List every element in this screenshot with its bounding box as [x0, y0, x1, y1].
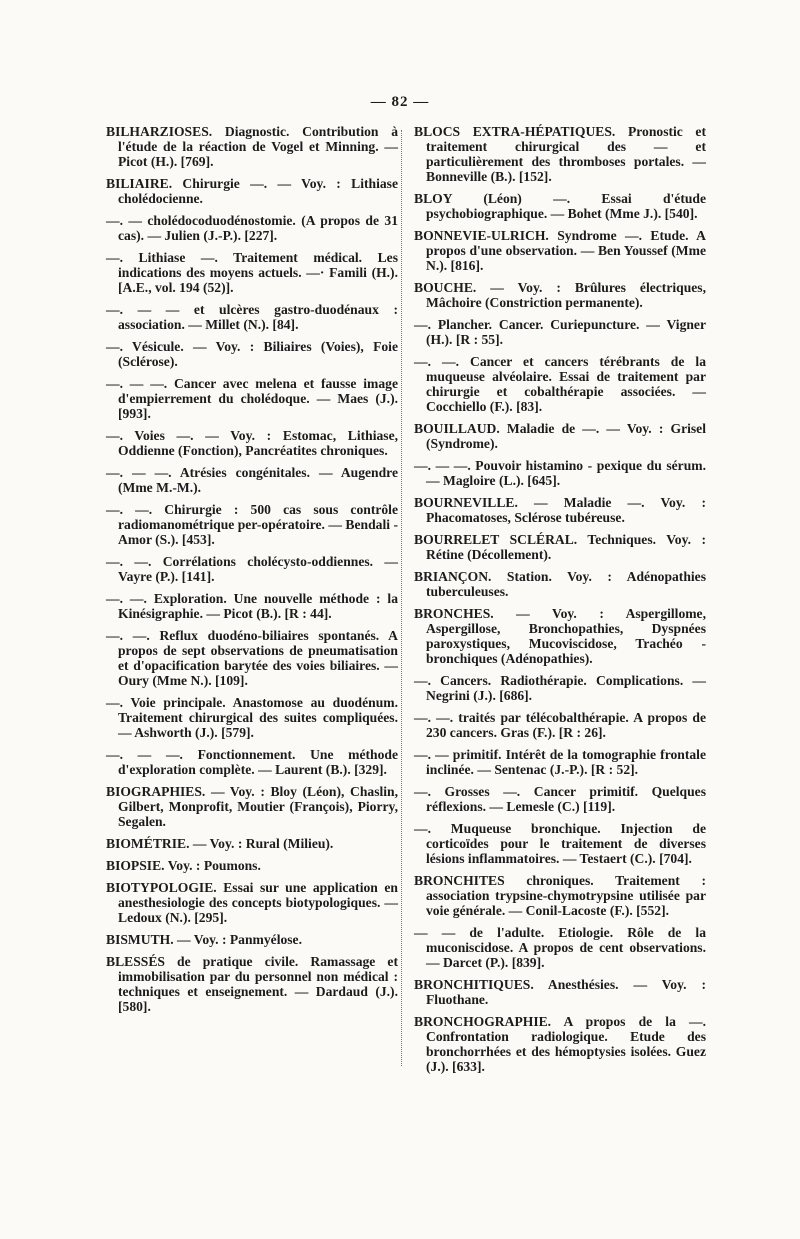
index-entry: BRIANÇON. Station. Voy. : Adénopathies tuberculeuses. — [414, 569, 706, 599]
index-entry: —. — cholédocoduodénostomie. (A propos de 31 cas). — Julien (J.-P.). [227]. — [106, 213, 398, 243]
right-column — [414, 124, 706, 1081]
index-entry: —. Cancers. Radiothérapie. Complications. — Negrini (J.). [686]. — [414, 673, 706, 703]
index-entry: BISMUTH. — Voy. : Panmyélose. — [106, 932, 302, 947]
index-entry: —. —. traités par télécobalthérapie. A propos de 230 cancers. Gras (F.). [R : 26]. — [414, 710, 706, 740]
index-entry: BLOCS EXTRA-HÉPATIQUES. Pronostic et traitement chirurgical des — et particulièrement des thromboses portales. — Bonneville (B.). [152]. — [414, 124, 706, 184]
left-column — [106, 124, 398, 1021]
index-entry: BILIAIRE. Chirurgie —. — Voy. : Lithiase cholédocienne. — [106, 176, 398, 206]
index-entry: —. Voies —. — Voy. : Estomac, Lithiase, Oddienne (Fonction), Pancréatites chroniques. — [106, 428, 398, 458]
index-entry: —. Vésicule. — Voy. : Biliaires (Voies), Foie (Sclérose). — [106, 339, 398, 369]
index-entry: —. Lithiase —. Traitement médical. Les indications des moyens actuels. —· Famili (H.). [A.E., vol. 194 (52)]. — [106, 250, 398, 295]
index-entry: BRONCHOGRAPHIE. A propos de la —. Confrontation radiologique. Etude des bronchorrhées et des hémoptysies isolées. Guez (J.). [633]. — [414, 1014, 706, 1074]
index-entry: —. —. Reflux duodéno-biliaires spontanés. A propos de sept observations de pneumatisation et d'opacification barytée des voies biliaires. — Oury (Mme N.). [109]. — [106, 628, 398, 688]
page-number: — 82 — — [370, 94, 430, 110]
index-entry: BOUCHE. — Voy. : Brûlures électriques, Mâchoire (Constriction permanente). — [414, 280, 706, 310]
index-entry: —. Plancher. Cancer. Curiepuncture. — Vigner (H.). [R : 55]. — [414, 317, 706, 347]
index-entry: BOUILLAUD. Maladie de —. — Voy. : Grisel (Syndrome). — [414, 421, 706, 451]
index-entry: —. —. Corrélations cholécysto-oddiennes. — Vayre (P.). [141]. — [106, 554, 398, 584]
index-entry: —. — primitif. Intérêt de la tomographie frontale inclinée. — Sentenac (J.-P.). [R : 52]. — [414, 747, 706, 777]
index-entry: —. —. Chirurgie : 500 cas sous contrôle radiomanométrique per-opératoire. — Bendali - Amor (S.). [453]. — [106, 502, 398, 547]
index-entry: BIOPSIE. Voy. : Poumons. — [106, 858, 261, 873]
index-entry: —. —. Exploration. Une nouvelle méthode : la Kinésigraphie. — Picot (B.). [R : 44]. — [106, 591, 398, 621]
index-entry: BIOGRAPHIES. — Voy. : Bloy (Léon), Chaslin, Gilbert, Monprofit, Moutier (François), Piorry, Segalen. — [106, 784, 398, 829]
column-divider — [401, 130, 402, 1066]
index-entry: —. Voie principale. Anastomose au duodénum. Traitement chirurgical des suites compliquées. — Ashworth (J.). [579]. — [106, 695, 398, 740]
index-entry: —. — —. Fonctionnement. Une méthode d'exploration complète. — Laurent (B.). [329]. — [106, 747, 398, 777]
index-entry: — — de l'adulte. Etiologie. Rôle de la muconiscidose. A propos de cent observations. — Darcet (P.). [839]. — [414, 925, 706, 970]
index-entry: BLESSÉS de pratique civile. Ramassage et immobilisation par du personnel non médical : techniques et enseignement. — Dardaud (J.). [580]. — [106, 954, 398, 1014]
index-entry: —. — — et ulcères gastro-duodénaux : association. — Millet (N.). [84]. — [106, 302, 398, 332]
index-entry: BIOMÉTRIE. — Voy. : Rural (Milieu). — [106, 836, 334, 851]
index-entry: —. Grosses —. Cancer primitif. Quelques réflexions. — Lemesle (C.) [119]. — [414, 784, 706, 814]
index-entry: BIOTYPOLOGIE. Essai sur une application en anesthesiologie des concepts biotypologiques. — Ledoux (N.). [295]. — [106, 880, 398, 925]
index-entry: BILHARZIOSES. Diagnostic. Contribution à l'étude de la réaction de Vogel et Minning. — Picot (H.). [769]. — [106, 124, 398, 169]
index-entry: —. Muqueuse bronchique. Injection de corticoïdes pour le traitement de diverses lésions inflammatoires. — Testaert (C.). [704]. — [414, 821, 706, 866]
index-entry: BOURRELET SCLÉRAL. Techniques. Voy. : Rétine (Décollement). — [414, 532, 706, 562]
index-entry: —. — —. Pouvoir histamino - pexique du sérum. — Magloire (L.). [645]. — [414, 458, 706, 488]
index-entry: —. — —. Atrésies congénitales. — Augendre (Mme M.-M.). — [106, 465, 398, 495]
index-entry: BRONCHES. — Voy. : Aspergillome, Aspergillose, Bronchopathies, Dyspnées paroxystiques, Mucoviscidose, Trachéo - bronchiques (Adénopathies). — [414, 606, 706, 666]
index-entry: BRONCHITIQUES. Anesthésies. — Voy. : Fluothane. — [414, 977, 706, 1007]
index-entry: —. — —. Cancer avec melena et fausse image d'empierrement du cholédoque. — Maes (J.). [993]. — [106, 376, 398, 421]
index-entry: BLOY (Léon) —. Essai d'étude psychobiographique. — Bohet (Mme J.). [540]. — [414, 191, 706, 221]
index-entry: BONNEVIE-ULRICH. Syndrome —. Etude. A propos d'une observation. — Ben Youssef (Mme N.). [816]. — [414, 228, 706, 273]
index-entry: BOURNEVILLE. — Maladie —. Voy. : Phacomatoses, Sclérose tubéreuse. — [414, 495, 706, 525]
index-entry: BRONCHITES chroniques. Traitement : association trypsine-chymotrypsine utilisée par voie générale. — Conil-Lacoste (F.). [552]. — [414, 873, 706, 918]
index-entry: —. —. Cancer et cancers térébrants de la muqueuse alvéolaire. Essai de traitement par chirurgie et cobalthérapie associées. — Cocchiello (F.). [83]. — [414, 354, 706, 414]
